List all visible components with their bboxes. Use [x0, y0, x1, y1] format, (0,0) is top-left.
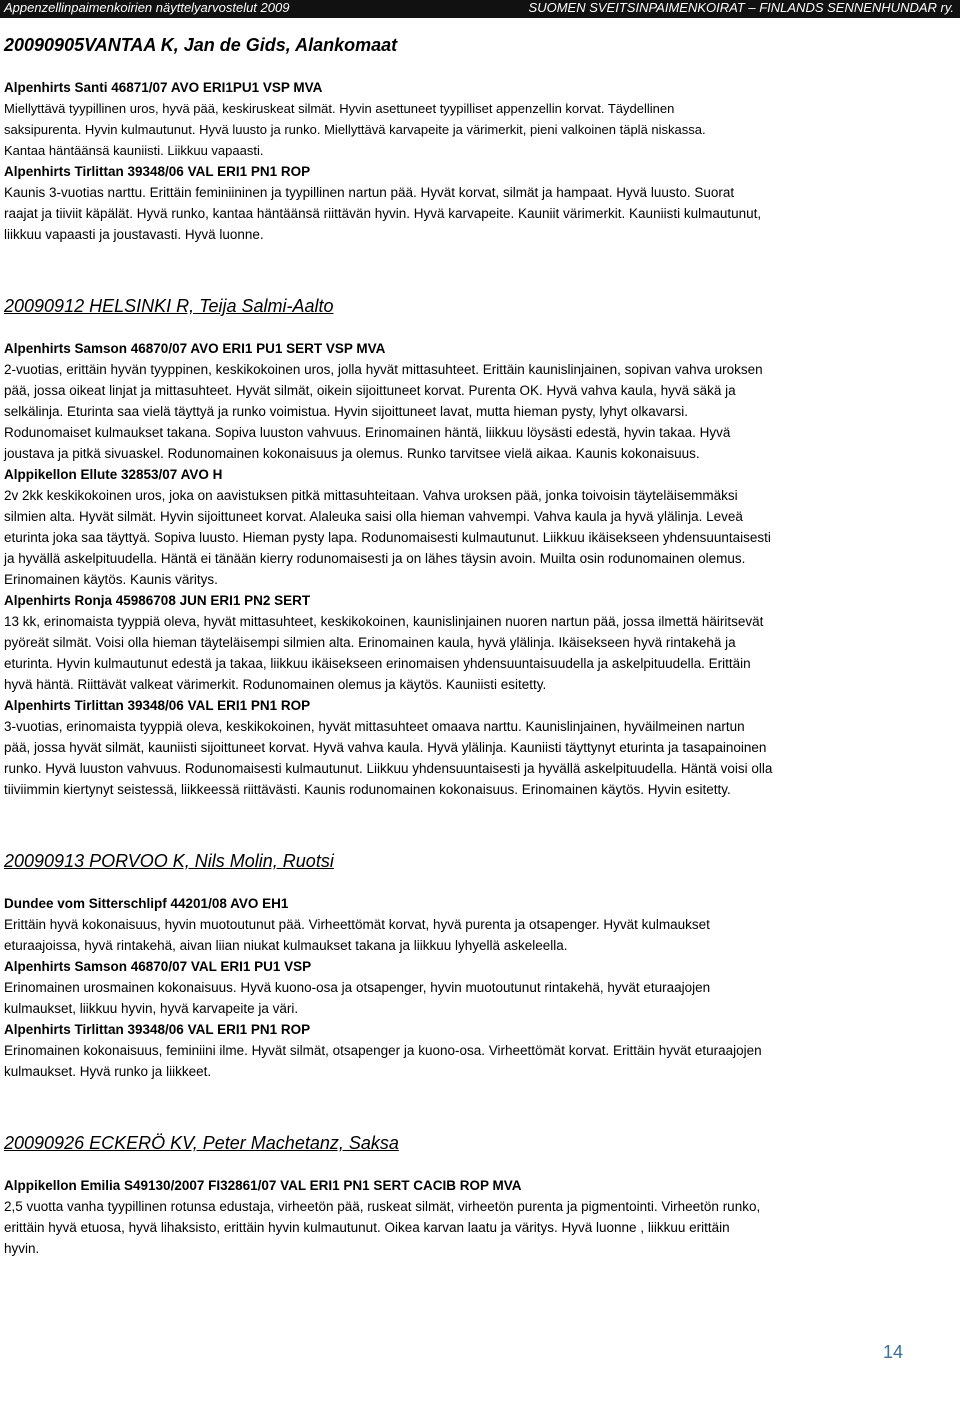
critique-line: silmien alta. Hyvät silmät. Hyvin sijoittuneet korvat. Alaleuka saisi olla hieman vahvempi. Vahva kaula ja hyvä ylälinja. Leveä — [4, 509, 743, 524]
dog-name: Alppikellon Emilia S49130/2007 FI32861/07 VAL ERI1 PN1 SERT CACIB ROP MVA — [4, 1178, 522, 1193]
critique-line: saksipurenta. Hyvin kulmautunut. Hyvä luusto ja runko. Miellyttävä karvapeite ja värimerkit, pieni valkoinen täplä niskassa. — [4, 122, 706, 137]
critique-line: hyvä häntä. Riittävät valkeat värimerkit. Rodunomainen olemus ja käytös. Kauniisti esitetty. — [4, 677, 547, 692]
critique-line: 2-vuotias, erittäin hyvän tyyppinen, keskikokoinen uros, jolla hyvät mittasuhteet. Erittäin kaunislinjainen, sopivan vahva uroksen — [4, 362, 763, 377]
critique-line: Miellyttävä tyypillinen uros, hyvä pää, keskiruskeat silmät. Hyvin asettuneet tyypilliset appenzellin korvat. Täydellinen — [4, 101, 675, 116]
show-section-vantaa — [4, 34, 954, 245]
critique-line: 3-vuotias, erinomaista tyyppiä oleva, keskikokoinen, hyvät mittasuhteet omaava narttu. Kaunislinjainen, hyväilmeinen nartun — [4, 719, 745, 734]
dog-name: Alppikellon Ellute 32853/07 AVO H — [4, 467, 223, 482]
critique-line: eturinta joka saa täyttyä. Sopiva luusto. Hieman pysty lapa. Rodunomaisesti kulmautunut. Liikkuu ikäisekseen yhdensuuntaisesti — [4, 530, 771, 545]
critique-line: ja hyvällä askelpituudella. Häntä ei tänään kierry rodunomaisesti ja on lähes täysin avoin. Muilta osin rodunomainen olemus. — [4, 551, 746, 566]
page-header — [0, 0, 960, 18]
document-content — [4, 34, 954, 1259]
critique-line: pää, jossa oikeat linjat ja mittasuhteet. Hyvät silmät, oikein sijoittuneet korvat. Purenta OK. Hyvä vahva kaula, hyvä säkä ja — [4, 383, 736, 398]
critique-line: kulmaukset, liikkuu hyvin, hyvä karvapeite ja väri. — [4, 1001, 299, 1016]
critique-line: erittäin hyvä etuosa, hyvä lihaksisto, erittäin hyvin kulmautunut. Oikea karvan laatu ja väritys. Hyvä luonne , liikkuu erittäin — [4, 1220, 730, 1235]
section-title: 20090913 PORVOO K, Nils Molin, Ruotsi — [4, 851, 334, 871]
dog-name: Alpenhirts Tirlittan 39348/06 VAL ERI1 PN1 ROP — [4, 698, 311, 713]
dog-name: Alpenhirts Tirlittan 39348/06 VAL ERI1 PN1 ROP — [4, 1022, 311, 1037]
dog-name: Dundee vom Sitterschlipf 44201/08 AVO EH1 — [4, 896, 289, 911]
critique-line: 2v 2kk keskikokoinen uros, joka on aavistuksen pitkä mittasuhteitaan. Vahva uroksen pää, jonka toivoisin täyteläisemmäksi — [4, 488, 738, 503]
critique-line: liikkuu vapaasti ja joustavasti. Hyvä luonne. — [4, 227, 264, 242]
dog-name: Alpenhirts Santi 46871/07 AVO ERI1PU1 VSP MVA — [4, 80, 323, 95]
critique-line: pyöreät silmät. Voisi olla hieman täyteläisempi silmien alta. Erinomainen kaula, hyvä ylälinja. Ikäisekseen hyvä rintakehä ja — [4, 635, 736, 650]
page-number: 14 — [882, 1342, 903, 1362]
critique-line: Erinomainen käytös. Kaunis väritys. — [4, 572, 218, 587]
critique-line: Erinomainen urosmainen kokonaisuus. Hyvä kuono-osa ja otsapenger, hyvin muotoutunut rintakehä, hyvät eturaajojen — [4, 980, 711, 995]
critique-line: hyvin. — [4, 1241, 40, 1256]
critique-line: joustava ja pitkä sivuaskel. Rodunomainen kokonaisuus ja olemus. Runko tarvitsee vielä aikaa. Kaunis kokonaisuus. — [4, 446, 700, 461]
critique-line: Kantaa häntäänsä kauniisti. Liikkuu vapaasti. — [4, 143, 264, 158]
critique-line: Erinomainen kokonaisuus, feminiini ilme. Hyvät silmät, otsapenger ja kuono-osa. Virheettömät korvat. Erittäin hyvät eturaajojen — [4, 1043, 762, 1058]
critique-line: Rodunomaiset kulmaukset takana. Sopiva luuston vahvuus. Erinomainen häntä, liikkuu löysästi edestä, hyvin takaa. Hyvä — [4, 425, 731, 440]
critique-line: Erittäin hyvä kokonaisuus, hyvin muotoutunut pää. Virheettömät korvat, hyvä purenta ja otsapenger. Hyvät kulmaukset — [4, 917, 710, 932]
show-section-eckero — [4, 1132, 954, 1259]
critique-line: eturinta. Hyvin kulmautunut edestä ja takaa, liikkuu ikäisekseen erinomaisen yhdensuuntaisuudella ja askelpituudella. Erittäin — [4, 656, 751, 671]
critique-line: 2,5 vuotta vanha tyypillinen rotunsa edustaja, virheetön pää, ruskeat silmät, virheetön purenta ja pigmentointi. Virheetön runko, — [4, 1199, 761, 1214]
critique-line: runko. Hyvä luuston vahvuus. Rodunomaisesti kulmautunut. Liikkuu yhdensuuntaisesti ja hyvällä askelpituudella. Häntä voisi olla — [4, 761, 773, 776]
header-right-title: SUOMEN SVEITSINPAIMENKOIRAT – FINLANDS SENNENHUNDAR ry. — [528, 0, 954, 15]
show-section-helsinki — [4, 295, 954, 800]
dog-name: Alpenhirts Samson 46870/07 AVO ERI1 PU1 SERT VSP MVA — [4, 341, 386, 356]
dog-name: Alpenhirts Samson 46870/07 VAL ERI1 PU1 VSP — [4, 959, 312, 974]
critique-line: eturaajoissa, hyvä rintakehä, aivan liian niukat kulmaukset takana ja liikkuu lyhyellä askeleella. — [4, 938, 568, 953]
critique-line: tiiviimmin kiertynyt seistessä, liikkeessä riittävästi. Kaunis rodunomainen kokonaisuus. Erinomainen käytös. Hyvin esitetty. — [4, 782, 731, 797]
dog-name: Alpenhirts Tirlittan 39348/06 VAL ERI1 PN1 ROP — [4, 164, 311, 179]
section-title: 20090926 ECKERÖ KV, Peter Machetanz, Saksa — [4, 1133, 399, 1153]
critique-line: pää, jossa hyvät silmät, kauniisti sijoittuneet korvat. Hyvä vahva kaula. Hyvä ylälinja. Kauniisti täyttynyt eturinta ja tasapainoinen — [4, 740, 767, 755]
critique-line: selkälinja. Eturinta saa vielä täyttyä ja runko voimistua. Hyvin sijoittuneet lavat, mutta hieman pysty, lyhyt olkavarsi. — [4, 404, 689, 419]
critique-line: 13 kk, erinomaista tyyppiä oleva, hyvät mittasuhteet, keskikokoinen, kaunislinjainen nuoren nartun pää, jossa ilmettä häiritsevät — [4, 614, 764, 629]
header-left-title: Appenzellinpaimenkoirien näyttelyarvostelut 2009 — [4, 0, 290, 15]
section-title: 20090912 HELSINKI R, Teija Salmi-Aalto — [4, 296, 334, 316]
critique-line: raajat ja tiiviit käpälät. Hyvä runko, kantaa häntäänsä riittävän hyvin. Hyvä karvapeite. Kauniit värimerkit. Kauniisti kulmautunut, — [4, 206, 762, 221]
critique-line: kulmaukset. Hyvä runko ja liikkeet. — [4, 1064, 212, 1079]
critique-line: Kaunis 3-vuotias narttu. Erittäin feminiininen ja tyypillinen nartun pää. Hyvät korvat, silmät ja hampaat. Hyvä luusto. Suorat — [4, 185, 735, 200]
dog-name: Alpenhirts Ronja 45986708 JUN ERI1 PN2 SERT — [4, 593, 311, 608]
section-title: 20090905VANTAA K, Jan de Gids, Alankomaat — [4, 35, 398, 55]
show-section-porvoo — [4, 850, 954, 1082]
